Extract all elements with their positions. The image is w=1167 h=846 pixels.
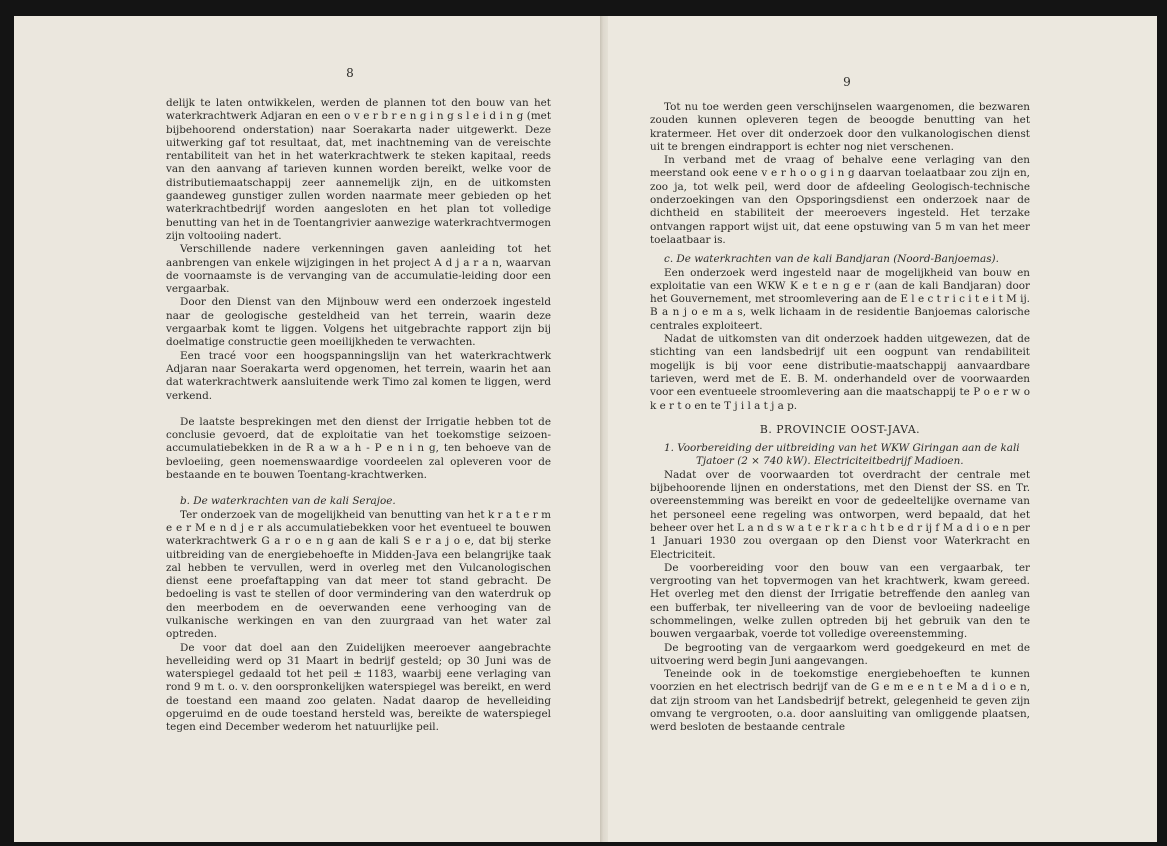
section-heading: c. De waterkrachten van de kali Bandjaran (Noord-Banjoemas). <box>664 253 999 266</box>
left-page-number: 8 <box>346 66 354 80</box>
paragraph: Door den Dienst van den Mijnbouw werd een onderzoek ingesteld naar de geologische gesteldheid van het terrein, waarin deze vergaarbak komt te liggen. Volgens het uitgebrachte rapport zijn bij doelmatige constructie geen moeilijkheden te verwachten. <box>166 296 551 349</box>
paragraph: delijk te laten ontwikkelen, werden de plannen tot den bouw van het waterkrachtwerk Adjaran en een o v e r b r e n g i n g s l e i d i n g (met bijbehoorend onderstation) naar Soerakarta nader uitgewerkt. Deze uitwerking gaf tot resultaat, dat, met inachtneming van de vereischte rentabiliteit van het in het waterkrachtwerk te steken kapitaal, reeds van den aanvang af tarieven kunnen worden bereikt, welke voor de distributiemaatschappij zeer aannemelijk zijn, en de uitkomsten gaandeweg gunstiger zullen worden naarmate meer gebieden op het waterkrachtbedrijf worden aangesloten en het plan tot volledige benutting van het in de Toentangrivier aanwezige waterkrachtvermogen zijn voltooiing nadert. <box>166 97 551 242</box>
right-page-number: 9 <box>843 75 851 89</box>
paragraph: In verband met de vraag of behalve eene verlaging van den meerstand ook eene v e r h o o g i n g daarvan toelaatbaar zou zijn en, zoo ja, tot welk peil, werd door de afdeeling Geologisch-technische onderzoekingen van den Opsporingsdienst een onderzoek naar de dichtheid en stabiliteit der meeroevers ingesteld. Het terzake ontvangen rapport wijst uit, dat eene opstuwing van 5 m van het meer toelaatbaar is. <box>650 154 1030 246</box>
paragraph: Nadat over de voorwaarden tot overdracht der centrale met bijbehoorende lijnen en onderstations, met den Dienst der SS. en Tr. overeenstemming was bereikt en voor de gedeeltelijke overname van het personeel eene regeling was ontworpen, werd bepaald, dat het beheer over het L a n d s w a t e r k r a c h t b e d r ij f M a d i o e n per 1 Januari 1930 zou overgaan op den Dienst voor Waterkracht en Electriciteit. <box>650 468 1030 561</box>
section-heading: 1. Voorbereiding der uitbreiding van het WKW Giringan aan de kali <box>664 442 1020 455</box>
section-heading: b. De waterkrachten van de kali Serajoe. <box>180 495 396 508</box>
paragraph: De voor dat doel aan den Zuidelijken meeroever aangebrachte hevelleiding werd op 31 Maart in bedrijf gesteld; op 30 Juni was de waterspiegel gedaald tot het peil ± 1183, waarbij eene verlaging van rond 9 m t. o. v. den oorspronkelijken waterspiegel was bereikt, en werd de toestand een maand zoo gelaten. Nadat daarop de hevelleiding opgeruimd en de oude toestand hersteld was, bereikte de waterspiegel tegen eind December wederom het natuurlijke peil. <box>166 641 551 734</box>
left-page-text <box>166 97 551 735</box>
right-page-text <box>650 101 1030 735</box>
paragraph: De voorbereiding voor den bouw van een vergaarbak, ter vergrooting van het topvermogen van het krachtwerk, kwam gereed. Het overleg met den dienst der Irrigatie betreffende den aanleg van een bufferbak, ter nivelleering van de voor de bevloeiing nadeelige schommelingen, welke zullen optreden bij het gebruik van den te bouwen vergaarbak, voerde tot volledige overeenstemming. <box>650 561 1030 641</box>
paragraph: Verschillende nadere verkenningen gaven aanleiding tot het aanbrengen van enkele wijzigingen in het project A d j a r a n, waarvan de voornaamste is de vervanging van de accumulatie-leiding door een vergaarbak. <box>166 243 551 296</box>
paragraph: De begrooting van de vergaarkom werd goedgekeurd en met de uitvoering werd begin Juni aangevangen. <box>650 641 1030 667</box>
paragraph: Ter onderzoek van de mogelijkheid van benutting van het k r a t e r m e e r M e n d j e r als accumulatiebekken voor het eventueel te bouwen waterkrachtwerk G a r o e n g aan de kali S e r a j o e, dat bij sterke uitbreiding van de energiebehoefte in Midden-Java een belangrijke taak zal hebben te vervullen, werd in overleg met den Vulcanologischen dienst eene proefaftapping van dat meer tot stand gebracht. De bedoeling is vast te stellen of door vermindering van den waterdruk op den meerbodem en de oeverwanden eene verhooging van de vulkanische werkingen en van den zuurgraad van het water zal optreden. <box>166 508 551 641</box>
paragraph: Nadat de uitkomsten van dit onderzoek hadden uitgewezen, dat de stichting van een landsbedrijf uit een oogpunt van rendabiliteit mogelijk is bij voor eene distributie-maatschappij aanvaardbare tarieven, werd met de E. B. M. onderhandeld over de voorwaarden voor een eventueele stroomlevering aan die maatschappij te P o e r w o k e r t o en te T j i l a t j a p. <box>650 333 1030 412</box>
paragraph: Tot nu toe werden geen verschijnselen waargenomen, die bezwaren zouden kunnen opleveren tegen de beoogde benutting van het kratermeer. Het over dit onderzoek door den vulkanologischen dienst uit te brengen eindrapport is echter nog niet verschenen. <box>650 101 1030 153</box>
section-heading-continued: Tjatoer (2 × 740 kW). Electriciteitbedrijf Madioen. <box>696 455 964 468</box>
paragraph: Een onderzoek werd ingesteld naar de mogelijkheid van bouw en exploitatie van een WKW K e t e n g e r (aan de kali Bandjaran) door het Gouvernement, met stroomlevering aan de E l e c t r i c i t e i t M ij. B a n j o e m a s, welk lichaam in de residentie Banjoemas calorische centrales exploiteert. <box>650 266 1030 332</box>
province-heading: B. PROVINCIE OOST-JAVA. <box>759 422 921 436</box>
paragraph: Een tracé voor een hoogspanningslijn van het waterkrachtwerk Adjaran naar Soerakarta werd opgenomen, het terrein, waarin het aan dat waterkrachtwerk aansluitende werk Timo zal komen te liggen, werd verkend. <box>166 349 551 402</box>
paragraph: De laatste besprekingen met den dienst der Irrigatie hebben tot de conclusie gevoerd, dat de exploitatie van het toekomstige seizoen-accumulatiebekken in de R a w a h - P e n i n g, ten behoeve van de bevloeiing, geen noemenswaardige voordeelen zal opleveren voor de bestaande en te bouwen Toentang-krachtwerken. <box>166 415 551 482</box>
paragraph: Teneinde ook in de toekomstige energiebehoeften te kunnen voorzien en het electrisch bedrijf van de G e m e e n t e M a d i o e n, dat zijn stroom van het Landsbedrijf betrekt, gelegenheid te geven zijn omvang te vergrooten, o.a. door aansluiting van omliggende plaatsen, werd besloten de bestaande centrale <box>650 668 1030 734</box>
book-gutter <box>600 16 608 842</box>
